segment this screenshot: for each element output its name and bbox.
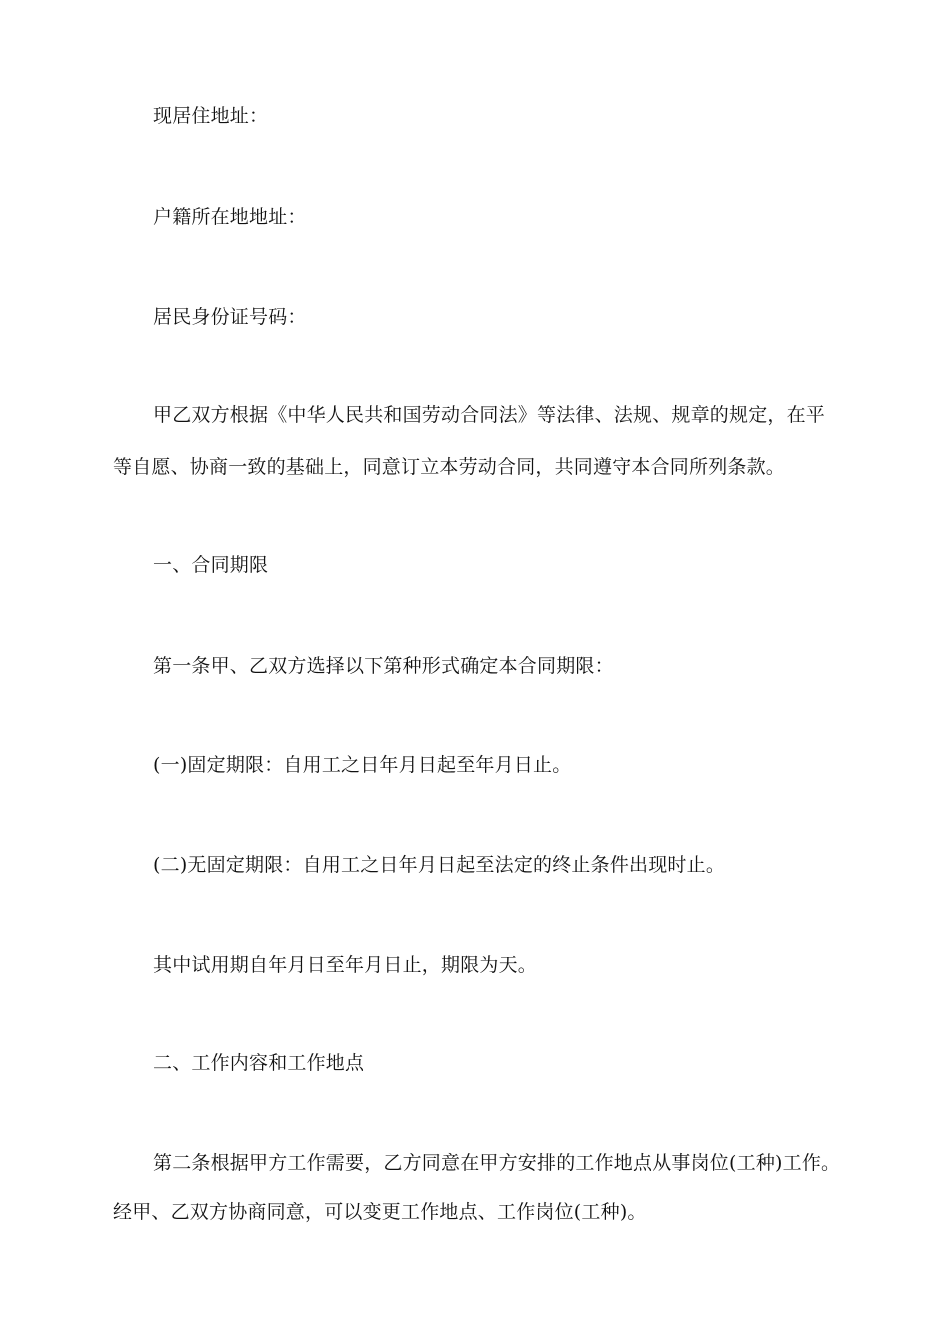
probation-period-text: 其中试用期自年月日至年月日止，期限为天。 [153, 954, 538, 976]
current-address-label: 现居住地址： [153, 105, 269, 127]
article-2-line-2: 经甲、乙双方协商同意，可以变更工作地点、工作岗位(工种)。 [113, 1201, 647, 1223]
term-option-open-ended: (二)无固定期限：自用工之日年月日起至法定的终止条件出现时止。 [153, 854, 726, 876]
section-2-heading: 二、工作内容和工作地点 [153, 1052, 365, 1074]
article-2-line-1: 第二条根据甲方工作需要，乙方同意在甲方安排的工作地点从事岗位(工种)工作。 [153, 1152, 841, 1174]
household-address-label: 户籍所在地地址： [153, 206, 307, 228]
intro-paragraph-line-2: 等自愿、协商一致的基础上，同意订立本劳动合同，共同遵守本合同所列条款。 [113, 456, 786, 478]
id-number-label: 居民身份证号码： [153, 306, 307, 328]
term-option-fixed: (一)固定期限：自用工之日年月日起至年月日止。 [153, 754, 572, 776]
article-1-text: 第一条甲、乙双方选择以下第种形式确定本合同期限： [153, 655, 614, 677]
intro-paragraph-line-1: 甲乙双方根据《中华人民共和国劳动合同法》等法律、法规、规章的规定，在平 [153, 404, 826, 426]
section-1-heading: 一、合同期限 [153, 554, 269, 576]
